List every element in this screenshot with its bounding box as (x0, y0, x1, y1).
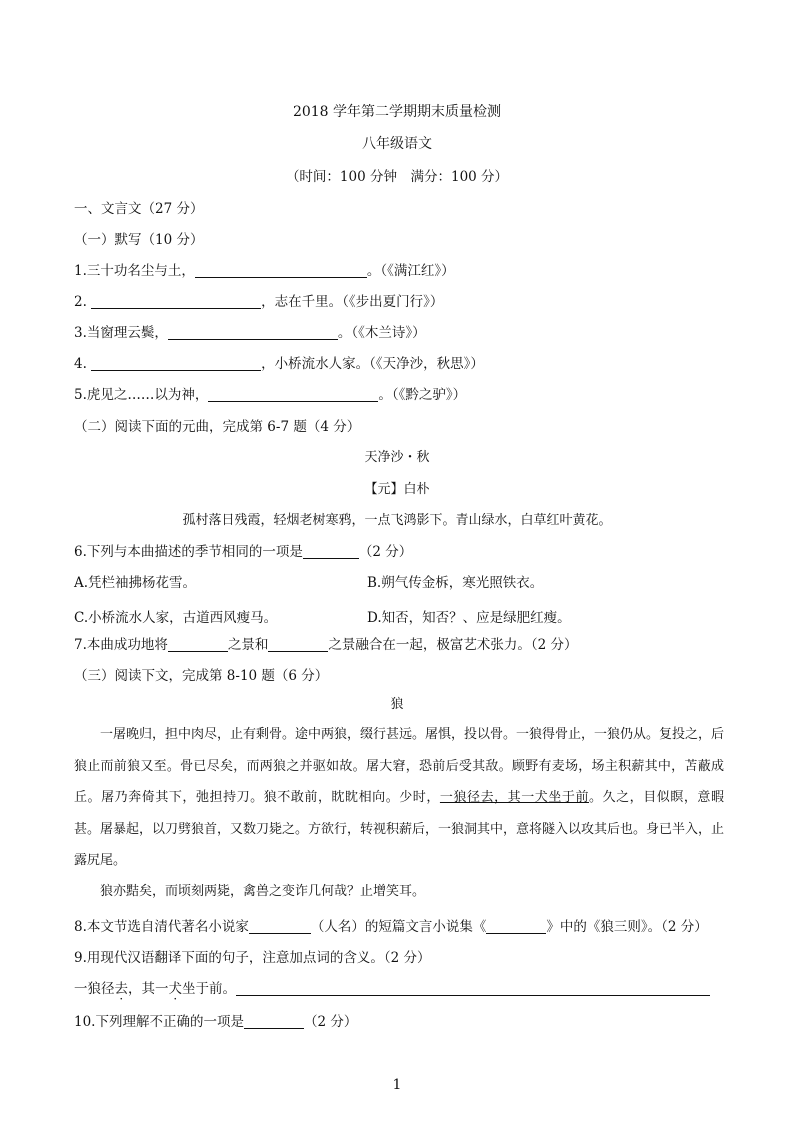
poem-title: 天净沙・秋 (364, 450, 430, 465)
question-3-suffix: 。（《木兰诗》） (337, 325, 426, 341)
question-5-suffix: 。（《黔之驴》） (378, 387, 467, 403)
q9-text-2: ，其一 (128, 981, 169, 997)
passage-text-1: 一屠晚归，担中肉尽，止有剩骨。途中两狼，缀行甚远。屠惧，投以骨。一狼得骨止，一狼仍从。复投之，后狼止而前狼又至。骨已尽矣，而两狼之并驱如故。屠大窘，恐前后受其敌。顾野有麦场，场主积薪其中，苫蔽成丘。屠乃奔倚其下，弛担持刀。狼不敢前，眈眈相向。少时， (74, 727, 725, 805)
q9-text-1: 一狼径 (74, 981, 115, 997)
question-2-suffix: ，志在千里。（《步出夏门行》） (261, 294, 444, 310)
question-4-suffix: ，小桥流水人家。（《天净沙，秋思》） (261, 356, 484, 372)
question-8-prefix: 8.本文节选自清代著名小说家 (74, 919, 249, 935)
answer-blank-5[interactable] (208, 387, 378, 402)
poem-author: 【元】白朴 (364, 482, 430, 497)
part3-heading: （三）阅读下文，完成第 8-10 题（6 分） (74, 668, 329, 684)
page-number: 1 (392, 1077, 402, 1093)
question-9-sentence (74, 977, 734, 997)
q9-dotted-word-1: 去 (114, 981, 128, 997)
answer-blank-7a[interactable] (168, 637, 228, 652)
question-3 (74, 321, 734, 341)
question-1-suffix: 。（《满江红》） (366, 263, 455, 279)
question-1 (74, 259, 734, 279)
question-7-prefix: 7.本曲成功地将 (74, 637, 168, 653)
exam-title: 2018 学年第二学期期末质量检测 (292, 104, 502, 120)
question-4-prefix: 4. (74, 356, 92, 372)
question-10-suffix: （2 分） (303, 1014, 358, 1030)
question-2 (74, 290, 734, 310)
passage-underlined-sentence: 一狼径去，其一犬坐于前 (439, 790, 589, 805)
question-1-prefix: 1.三十功名尘与土， (74, 263, 195, 279)
question-5-prefix: 5.虎见之……以为神， (74, 387, 209, 403)
exam-meta: （时间：100 分钟 满分：100 分） (285, 169, 509, 185)
option-c[interactable]: C.小桥流水人家，古道西风瘦马。 (74, 610, 278, 626)
question-5 (74, 383, 734, 403)
question-6 (74, 540, 734, 560)
passage-text-2: 。久之，目似瞑，意暇甚。屠暴起，以刀劈狼首，又数刀毙之。方欲行，转视积薪后，一狼洞其中，意将隧入以攻其后也。身已半入，止露尻尾。 (74, 790, 725, 868)
part2-heading: （二）阅读下面的元曲，完成第 6-7 题（4 分） (74, 419, 361, 435)
option-a[interactable]: A.凭栏袖拂杨花雪。 (74, 575, 197, 591)
answer-blank-4[interactable] (91, 356, 261, 371)
passage-title: 狼 (390, 697, 404, 712)
question-7-suffix: 之景融合在一起，极富艺术张力。（2 分） (328, 637, 578, 653)
question-4 (74, 352, 734, 372)
question-6-suffix: （2 分） (358, 544, 413, 560)
answer-blank-8b[interactable] (486, 919, 546, 934)
q9-dotted-word-2: 犬 (168, 981, 182, 997)
question-8 (74, 915, 734, 935)
question-7-mid: 之景和 (227, 637, 269, 653)
question-8-suffix: 》中的《狼三则》。（2 分） (546, 919, 708, 935)
question-9: 9.用现代汉语翻译下面的句子，注意加点词的含义。（2 分） (74, 950, 431, 966)
part1-heading: （一）默写（10 分） (74, 232, 204, 248)
q9-text-3: 坐于前。 (182, 981, 236, 997)
question-3-prefix: 3.当窗理云鬓， (74, 325, 168, 341)
answer-blank-1[interactable] (195, 263, 367, 278)
answer-blank-10[interactable] (244, 1014, 304, 1029)
question-10-prefix: 10.下列理解不正确的一项是 (74, 1014, 244, 1030)
passage-paragraph-2: 狼亦黠矣，而顷刻两毙，禽兽之变诈几何哉？止增笑耳。 (100, 884, 426, 899)
poem-body: 孤村落日残霞，轻烟老树寒鸦，一点飞鸿影下。青山绿水，白草红叶黄花。 (182, 513, 612, 528)
question-10 (74, 1010, 734, 1030)
question-7 (74, 633, 734, 653)
section-heading: 一、文言文（27 分） (74, 201, 204, 217)
answer-blank-3[interactable] (168, 325, 338, 340)
question-2-prefix: 2. (74, 294, 92, 310)
answer-blank-2[interactable] (91, 294, 261, 309)
question-8-mid: （人名）的短篇文言小说集《 (310, 919, 487, 935)
answer-blank-8a[interactable] (249, 919, 311, 934)
answer-blank-9[interactable] (236, 981, 710, 996)
exam-subject: 八年级语文 (362, 136, 432, 152)
answer-blank-6[interactable] (303, 544, 359, 559)
question-6-options (74, 571, 734, 626)
option-d[interactable]: D.知否，知否？、应是绿肥红瘦。 (367, 610, 571, 626)
question-6-prefix: 6.下列与本曲描述的季节相同的一项是 (74, 544, 303, 560)
answer-blank-7b[interactable] (268, 637, 328, 652)
passage-paragraph-1 (74, 719, 724, 877)
option-b[interactable]: B.朔气传金柝，寒光照铁衣。 (367, 575, 544, 591)
